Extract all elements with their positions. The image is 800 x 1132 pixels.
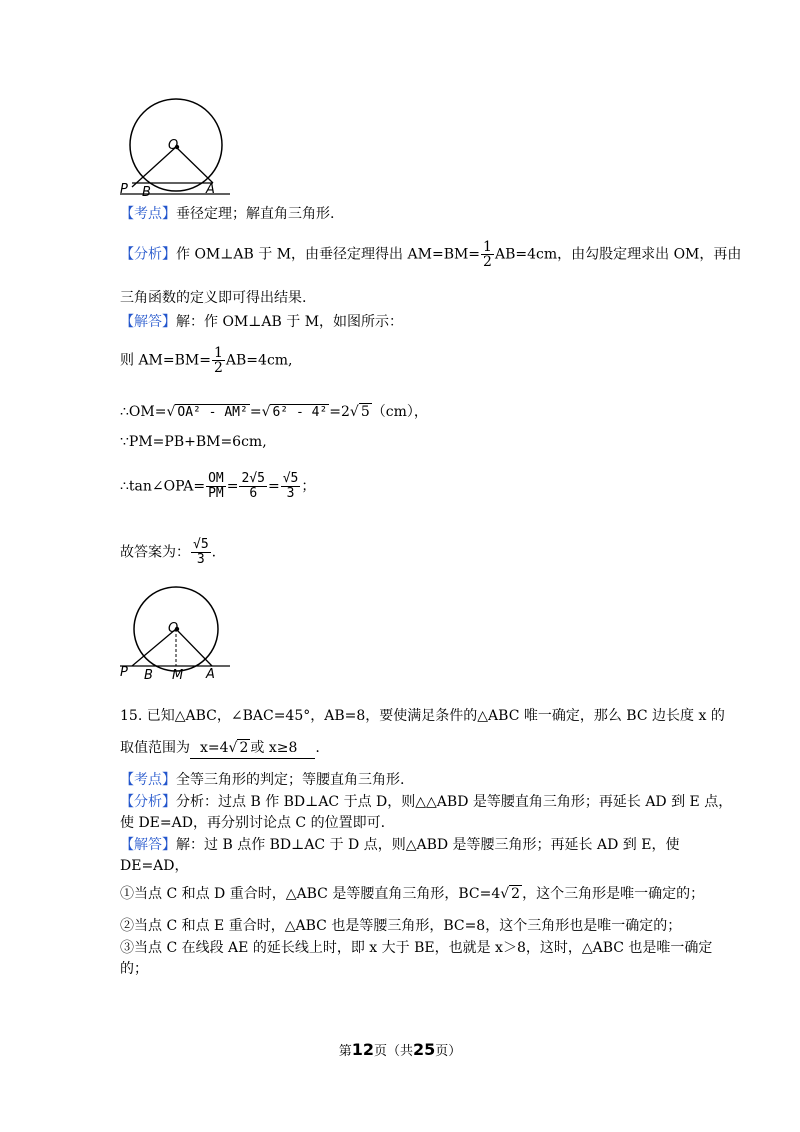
- q15-jieda: 【解答】解：过 B 点作 BD⊥AC 于 D 点，则△ABD 是等腰三角形；再延长 AD 到 E，使: [120, 837, 680, 853]
- page-number: 12: [351, 1040, 374, 1059]
- q15-case3-line2: 的；: [120, 961, 148, 977]
- q14-fenxi: 【分析】作 OM⊥AB 于 M，由垂径定理得出 AM=BM= $\frac{1}{2}$ AB=4cm，由勾股定理求出 OM，再由: [120, 239, 742, 270]
- total-pages: 25: [413, 1040, 436, 1059]
- label-o: O: [168, 138, 179, 153]
- q14-step4: ∴tan∠OPA= $\frac{OM}{PM}$ = $\frac{2√5}{6}$ = $\frac{√5}{3}$ ；: [120, 471, 316, 501]
- jieda-tag: 【解答】: [120, 314, 176, 330]
- q14-jieda: 【解答】解：作 OM⊥AB 于 M，如图所示：: [120, 314, 404, 330]
- q14-kaodian: 【考点】垂径定理；解直角三角形.: [120, 206, 335, 222]
- q15-case3: ③当点 C 在线段 AE 的延长线上时，即 x 大于 BE，也就是 x＞8，这时，△ABC 也是唯一确定: [120, 940, 713, 956]
- q14-step2: ∴OM=√ OA² - AM² =√ 6² - 4² =2√ 5 （cm），: [120, 404, 428, 420]
- radical: √ 5: [349, 404, 370, 420]
- q15-fenxi-line2: 使 DE=AD，再分别讨论点 C 的位置即可.: [120, 815, 386, 831]
- label-m: M: [172, 668, 184, 683]
- q14-step3: ∵PM=PB+BM=6cm,: [120, 434, 267, 450]
- label-b: B: [144, 668, 153, 683]
- radical: √ 2: [228, 740, 249, 756]
- answer-blank: x=4√ 2 或 x≥8: [190, 738, 315, 759]
- label-p: P: [120, 665, 128, 680]
- label-b: B: [142, 185, 151, 200]
- fraction: $\frac{OM}{PM}$: [208, 471, 224, 501]
- label-a: A: [206, 667, 215, 682]
- circle-figure-2: [118, 584, 233, 684]
- q15-jieda-line2: DE=AD，: [120, 858, 189, 874]
- q15-fenxi: 【分析】分析：过点 B 作 BD⊥AC 于点 D，则△△ABD 是等腰直角三角形；再延长 AD 到 E 点，: [120, 794, 733, 810]
- page-footer: 第12页（共25页）: [338, 1040, 462, 1059]
- q15-case2: ②当点 C 和点 E 重合时，△ABC 也是等腰三角形，BC=8，这个三角形也是唯一确定的；: [120, 918, 682, 934]
- jieda-tag: 【解答】: [120, 837, 176, 853]
- radical: √ 6² - 4²: [261, 404, 328, 420]
- fraction: $\frac{√5}{3}$: [193, 537, 209, 567]
- fenxi-tag: 【分析】: [120, 794, 176, 810]
- q15-kaodian: 【考点】全等三角形的判定；等腰直角三角形.: [120, 772, 405, 788]
- kaodian-tag: 【考点】: [120, 206, 176, 222]
- fenxi-tag: 【分析】: [120, 246, 176, 263]
- radical: √ OA² - AM²: [166, 404, 248, 420]
- fraction: $\frac{1}{2}$: [483, 239, 492, 270]
- q14-answer: 故答案为： $\frac{√5}{3}$ .: [120, 537, 217, 567]
- fraction: $\frac{1}{2}$: [213, 345, 223, 376]
- q15-stem-line2: 取值范围为 x=4√ 2 或 x≥8 .: [120, 738, 320, 759]
- q14-fenxi-line2: 三角函数的定义即可得出结果.: [120, 290, 307, 306]
- radical: √ 2: [500, 886, 521, 902]
- q15-stem: 15. 已知△ABC，∠BAC=45°，AB=8，要使满足条件的△ABC 唯一确定，那么 BC 边长度 x 的: [120, 708, 725, 724]
- label-a: A: [206, 182, 215, 197]
- label-o: O: [168, 621, 179, 636]
- fraction: $\frac{2√5}{6}$: [241, 471, 265, 501]
- q15-case1: ①当点 C 和点 D 重合时，△ABC 是等腰直角三角形，BC=4√ 2 ，这个三角形是唯一确定的；: [120, 886, 705, 902]
- label-p: P: [120, 182, 128, 197]
- kaodian-tag: 【考点】: [120, 772, 176, 788]
- q14-step1: 则 AM=BM= $\frac{1}{2}$ AB=4cm,: [120, 345, 293, 376]
- fraction: $\frac{√5}{3}$: [282, 471, 299, 501]
- circle-figure-1: [118, 95, 233, 200]
